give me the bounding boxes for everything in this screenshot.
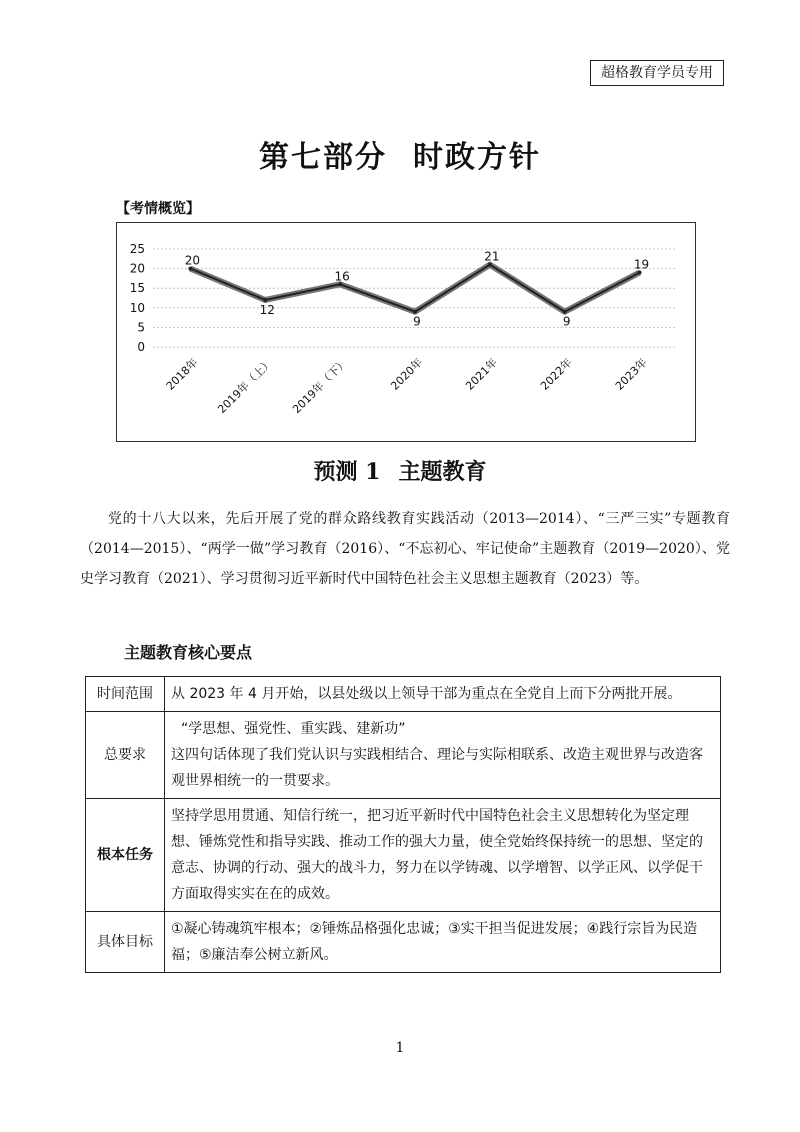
row-label: 时间范围 [86, 677, 165, 712]
data-point [263, 298, 267, 302]
row-quote: “学思想、强党性、重实践、建新功” [181, 721, 406, 737]
data-point [563, 310, 567, 314]
overview-label: 【考情概览】 [116, 201, 200, 217]
prediction-label: 预测 1 [313, 459, 381, 485]
data-label: 9 [562, 314, 571, 329]
table-row [86, 712, 721, 799]
data-label: 20 [184, 253, 201, 268]
line-chart [117, 223, 695, 441]
key-points-table [85, 676, 721, 973]
prediction-topic: 主题教育 [398, 459, 487, 485]
table-row [86, 799, 721, 912]
x-tick-label: 2023年 [612, 355, 650, 393]
y-tick-label: 25 [129, 242, 145, 256]
x-tick-label: 2020年 [388, 355, 426, 393]
data-label: 21 [484, 249, 500, 264]
data-point [413, 310, 417, 314]
row-label: 根本任务 [86, 799, 165, 912]
y-tick-label: 10 [129, 300, 145, 315]
table-row [86, 677, 721, 712]
prediction-heading [0, 455, 800, 486]
x-tick-label: 2022年 [538, 355, 575, 393]
x-tick-label: 2021年 [463, 355, 500, 393]
chart-frame [116, 222, 696, 442]
row-content: 从 2023 年 4 月开始，以县处级以上领导干部为重点在全党自上而下分两批开展。 [165, 677, 721, 712]
row-label: 具体目标 [86, 912, 165, 973]
row-content: ①凝心铸魂筑牢根本；②锤炼品格强化忠诚；③实干担当促进发展；④践行宗旨为民造福；⑤廉洁奉公树立新风。 [165, 912, 721, 973]
y-tick-label: 5 [137, 320, 145, 335]
x-tick-label: 2019年（上） [215, 355, 276, 417]
intro-paragraph: 党的十八大以来，先后开展了党的群众路线教育实践活动（2013—2014）、“三严三实”专题教育（2014—2015）、“两学一做”学习教育（2016）、“不忘初心、牢记使命”主题教育（2019—2020）、党史学习教育（2021）、学习贯彻习近平新时代中国特色社会主义思想主题教育（2023）等。 [80, 511, 730, 587]
row-text: 这四句话体现了我们党认识与实践相结合、理论与实际相联系、改造主观世界与改造客观世界相统一的一贯要求。 [171, 747, 703, 789]
data-label: 16 [334, 269, 350, 284]
page-number: 1 [395, 1040, 405, 1056]
y-tick-label: 15 [129, 281, 145, 296]
table-title: 主题教育核心要点 [124, 643, 253, 662]
data-label: 12 [259, 302, 275, 317]
section-name: 时政方针 [413, 140, 541, 175]
row-content [165, 712, 721, 799]
section-title [0, 132, 800, 176]
data-label: 9 [413, 314, 421, 329]
x-tick-label: 2019年（下） [290, 355, 351, 417]
x-tick-label: 2018年 [163, 355, 201, 393]
section-part: 第七部分 [259, 140, 387, 175]
row-label: 总要求 [86, 712, 165, 799]
header-stamp: 超格教育学员专用 [590, 60, 724, 86]
y-tick-label: 20 [129, 261, 145, 276]
table-row [86, 912, 721, 973]
data-label: 19 [633, 257, 650, 272]
row-content: 坚持学思用贯通、知信行统一，把习近平新时代中国特色社会主义思想转化为坚定理想、锤炼党性和指导实践、推动工作的强大力量，使全党始终保持统一的思想、坚定的意志、协调的行动、强大的战斗力，努力在以学铸魂、以学增智、以学正风、以学促干方面取得实实在在的成效。 [165, 799, 721, 912]
y-tick-label: 0 [137, 340, 145, 354]
